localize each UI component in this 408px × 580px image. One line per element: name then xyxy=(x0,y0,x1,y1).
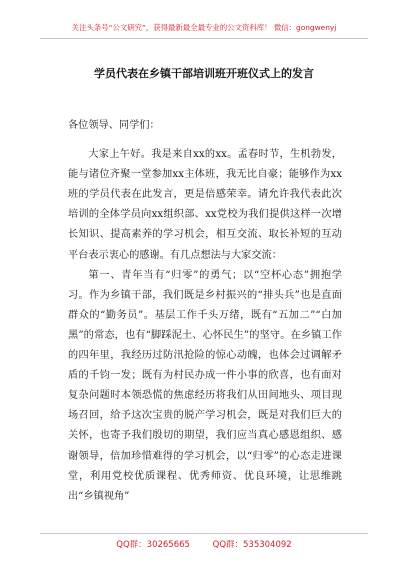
paragraph-opening: 大家上午好。我是来自xx的xx。孟春时节，生机勃发，能与诸位齐聚一堂参加xx主体班，我无比自豪；能够作为xx班的学员代表在此发言，更是倍感荣幸。请允许我代表此次培训的全体学员向xx组织部、xx党校为我们提供这样一次增长知识、提高素养的学习机会，相互交流、取长补短的互动平台表示衷心的感谢。有几点想法与大家交流： xyxy=(68,149,342,261)
salutation: 各位领导、同学们： xyxy=(68,120,160,131)
document-title: 学员代表在乡镇干部培训班开班仪式上的发言 xyxy=(94,67,314,80)
footer-divider xyxy=(40,533,368,534)
header-divider xyxy=(40,38,368,39)
footer-qq-group-1: QQ群：30265665 xyxy=(116,540,190,550)
footer-qq-group-2: QQ群：535304092 xyxy=(212,540,292,550)
footer xyxy=(0,538,408,550)
document-body xyxy=(68,116,342,507)
paragraph-point-one: 第一、青年当有“归零”的勇气；以“空杯心态”拥抱学习。作为乡镇干部，我们既是乡村振兴的“排头兵”也是直面群众的“勤务员”。基层工作千头万绪，既有“五加二”“白加黑”的常态，也有“脚踩泥土、心怀民生”的坚守。在乡镇工作的四年里，我经历过防汛抢险的惊心动魄，也体会过调解矛盾的千钧一发；既有为村民办成一件小事的欣喜，也有面对复杂问题时本领恐慌的焦虑经历将我们从田间地头、项目现场召回，给予这次宝贵的脱产学习机会，既是对我们巨大的关怀，也寄予我们殷切的期望，我们应当真心感恩组织、感谢领导，倍加珍惜难得的学习机会，以“归零”的心态走进课堂，利用党校优质课程、优秀师资、优良环境，让思维跳出“乡镇视角” xyxy=(68,269,342,502)
header-notice: 关注头条号“公文研究”，获得最新最全最专业的公文资料库！ 微信：gongwenyj xyxy=(71,23,337,32)
